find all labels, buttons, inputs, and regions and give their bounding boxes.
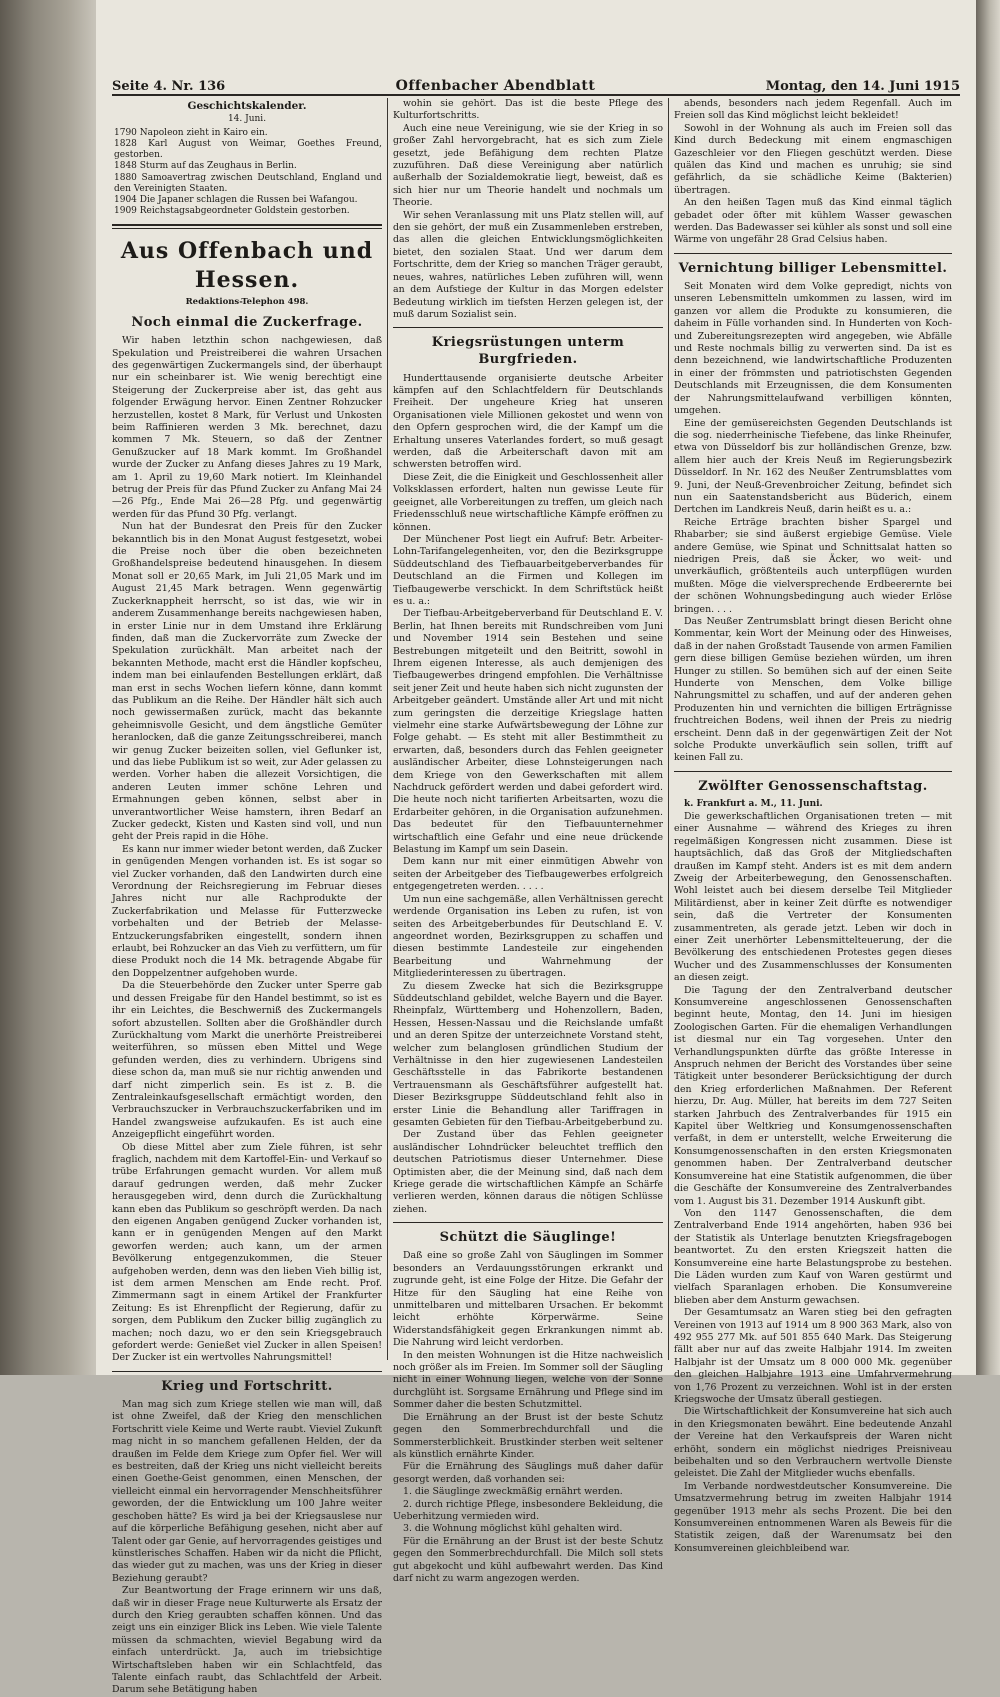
issue-date: Montag, den 14. Juni 1915 xyxy=(765,79,960,94)
kalender-item: 1848 Sturm auf das Zeughaus in Berlin. xyxy=(114,161,297,172)
article-paragraph: Die gewerkschaftlichen Organisationen treten — mit einer Ausnahme — während des Krieges zu ihren regelmäßigen Kongressen nicht zusammen. Diese ist hauptsächlich, daß das Groß der Mitgliedschaften draußen im Kampf steht. Anders ist es mit dem andern Zweig der Arbeiterbewegung, den Genossenschaften. Wohl leistet auch bei diesem derselbe Teil Mitglieder Militärdienst, aber in keiner Zeit dürfte es notwendiger sein, daß die Vertreter der Konsumenten zusammentreten, als gerade jetzt. Leben wir doch in einer Zeit unerhörter Lebensmittelteuerung, der die Bevölkerung des entschiedenen Protestes gegen dieses Wucher und des Zusammenschlusses der Konsumenten an diesen zeigt. xyxy=(674,810,952,984)
list-item: 2. durch richtige Pflege, insbesondere Bekleidung, die Ueberhitzung vermieden wird. xyxy=(393,1498,663,1522)
kalender-item: 1790 Napoleon zieht in Kairo ein. xyxy=(114,127,268,138)
article-paragraph: Von den 1147 Genossenschaften, die dem Zentralverband Ende 1914 angehörten, haben 936 bei der Statistik als Unterlage benutzten Kriegsfragebogen beantwortet. Zu den ersten Kriegszeit hatten die Konsumvereine eine harte Belastungsprobe zu bestehen. Die Läden wurden zum Kauf von Waren gestürmt und vielfach Sparanlagen erhoben. Die Konsumvereine blieben aber dem Ansturm gewachsen. xyxy=(674,1207,952,1306)
article-paragraph: Ob diese Mittel aber zum Ziele führen, ist sehr fraglich, nachdem mit dem Kartoffel-Ein- und Verkauf so trübe Erfahrungen gemacht wurden. Vor allem muß darauf gedrungen werden, daß mehr Zucker herausgegeben wird, denn durch die Zurückhaltung kann eben das Publikum so geschröpft werden. Da nach den eigenen Angaben genügend Zucker vorhanden ist, kann er in genügenden Mengen auf den Markt geworfen werden; auch kann, um der armen Bevölkerung entgegenzukommen, die Steuer aufgehoben werden, denn was den lieben Vieh billig ist, ist dem armen Menschen am Ende recht. Prof. Zimmermann sagt in einem Artikel der Frankfurter Zeitung: Es ist Ehrenpflicht der Regierung, dafür zu sorgen, dem Publikum den Zucker billig zugänglich zu machen; noch dazu, wo er den sein Kriegsgebrauch gefordert werde: Genießet viel Zucker in allen Speisen! Der Zucker ist ein wertvolles Nahrungsmittel! xyxy=(112,1141,382,1364)
article-paragraph: Sowohl in der Wohnung als auch im Freien soll das Kind durch Bedeckung mit einem engmaschigen Gazeschleier vor den Fliegen geschützt werden. Diese quälen das Kind und machen es unruhig; sie sind gefährlich, da sie schädliche Keime (Bakterien) übertragen. xyxy=(674,122,952,196)
kalender-title: Geschichtskalender. xyxy=(187,100,307,112)
kalender-item: 1828 Karl August von Weimar, Goethes Freund, gestorben. xyxy=(114,138,382,161)
kalender-item: 1880 Samoavertrag zwischen Deutschland, England und den Vereinigten Staaten. xyxy=(114,172,382,194)
list-item: 1. die Säuglinge zweckmäßig ernährt werden. xyxy=(403,1486,623,1498)
section-rule xyxy=(112,224,382,229)
article-paragraph: Das Neußer Zentrumsblatt bringt diesen Bericht ohne Kommentar, kein Wort der Meinung oder des Hinweises, daß in der nahen Großstadt Tausende von armen Familien gern diese billigen Gemüse beziehen würden, um ihren Hunger zu stillen. So bemühen sich auf der einen Seite Hunderte von Menschen, dem Volke billige Nahrungsmittel zu schaffen, und auf der anderen gehen Produzenten hin und vernichten die billigen Erträgnisse fruchtreichen Bodens, weil ihnen der Preis zu niedrig erscheint. Denn daß in der gegenwärtigen Zeit der Not solche Produkte unverkäuflich sein sollen, trifft auf keinen Fall zu. xyxy=(674,616,952,764)
adjacent-page-edge xyxy=(976,0,1000,1375)
article-title-kriegsruestungen: Kriegsrüstungen unterm Burgfrieden. xyxy=(431,335,625,368)
article-paragraph: Die Tagung der den Zentralverband deutscher Konsumvereine angeschlossenen Genossenschaften beginnt heute, Montag, den 14. Juni im hiesigen Zoologischen Garten. Für die ehemaligen Verhandlungen ist diesmal nur ein Tag vorgesehen. Unter den Verhandlungspunkten dürfte das größte Interesse in Anspruch nehmen der Bericht des Vorstandes über seine Tätigkeit unter besonderer Berücksichtigung der durch den Krieg erforderlichen Maßnahmen. Der Referent hierzu, Dr. Aug. Müller, hat bereits im dem 727 Seiten starken Jahrbuch des Zentralverbandes für 1915 ein Kapitel über Weltkrieg und Konsumgenossenschaften verfaßt, in dem er unterstellt, welche Erweiterung die Konsumgenossenschaften in den ersten Kriegsmonaten genommen haben. Der Zentralverband deutscher Konsumvereine hat eine Statistik aufgenommen, die über die Geschäfte der Konsumvereine des Zentralverbandes vom 1. August bis 31. Dezember 1914 Auskunft gibt. xyxy=(674,984,952,1207)
article-rule xyxy=(674,771,952,772)
section-title: Aus Offenbach und Hessen. xyxy=(120,237,374,293)
article-paragraph: Der Münchener Post liegt ein Aufruf: Betr. Arbeiter-Lohn-Tarifangelegenheiten, vor, den die Bezirksgruppe Süddeutschland des Tiefbauarbeitgeberverbandes für Deutschland an die Firmen und Kollegen im Tiefbaugewerbe verschickt. In dem Schriftstück heißt es u. a.: xyxy=(393,533,663,607)
article-dateline: k. Frankfurt a. M., 11. Juni. xyxy=(684,799,823,810)
article-paragraph: Es kann nur immer wieder betont werden, daß Zucker in genügenden Mengen vorhanden ist. Es ist sogar so viel Zucker vorhanden, daß den Landwirten durch eine Verordnung der Reichsregierung im Februar dieses Jahres nicht nur alle Rachprodukte der Zuckerfabrikation und Melasse für Futterzwecke vorbehalten und der Betrieb der Melasse-Entzuckerungsfabriken eingestellt, sondern ihnen erlaubt, bei Rohzucker an das Vieh zu verfüttern, um für diese Produkt noch die 14 Mk. betragende Abgabe für den Doppelzentner aufgehoben wurde. xyxy=(112,843,382,979)
article-rule xyxy=(674,253,952,254)
newspaper-page xyxy=(96,0,976,1696)
article-quote: Reiche Erträge brachten bisher Spargel und Rhabarber; sie sind äußerst ergiebige Gemüse. Viele andere Gemüse, wie Spinat und Schnittsalat hatten so niedrigen Preis, daß sie Äcker, wo weit- und unverkäuflich, größtenteils auch unterpflügen wurden mußten. Möge die vielversprechende Erdbeerernte bei der schönen Wohnungsbedingung auch wieder Erlöse bringen. . . . xyxy=(674,516,952,615)
article-rule xyxy=(393,327,663,328)
kalender-list xyxy=(112,128,382,218)
article-paragraph: wohin sie gehört. Das ist die beste Pflege des Kulturfortschritts. xyxy=(393,98,663,122)
article-title-genossenschaftstag: Zwölfter Genossenschaftstag. xyxy=(698,778,928,794)
article-paragraph: Im Verbande nordwestdeutscher Konsumvereine. Die Umsatzvermehrung betrug im zweiten Halbjahr 1914 gegenüber 1913 mehr als sechs Prozent. Die bei den Konsumvereinen entnommenen Waren als Beweis für die Statistik zeigen, daß der Warenumsatz bei den Konsumvereinen gleichbleibend war. xyxy=(674,1480,952,1554)
article-paragraph: Der Zustand über das Fehlen geeigneter ausländischer Lohndrücker beleuchtet trefflich den deutschen Patriotismus dieser Unternehmer. Diese Optimisten aber, die der Meinung sind, daß nach dem Kriege gerade die wirtschaftlichen Kämpfe an Schärfe verlieren werden, können daraus die nötigen Schlüsse ziehen. xyxy=(393,1129,663,1215)
column-2 xyxy=(393,98,663,1584)
article-paragraph: abends, besonders nach jedem Regenfall. Auch im Freien soll das Kind möglichst leicht bekleidet! xyxy=(674,98,952,122)
page-number: Seite 4. Nr. 136 xyxy=(112,79,226,94)
redaktion-telephone: Redaktions-Telephon 498. xyxy=(185,296,309,307)
column-divider xyxy=(668,98,669,1360)
article-title-saeuglinge: Schützt die Säuglinge! xyxy=(439,1230,617,1246)
article-paragraph: Eine der gemüsereichsten Gegenden Deutschlands ist die sog. niederrheinische Tiefebene, das linke Rheinufer, etwa von Düsseldorf bis zur holländischen Grenze, bzw. allem hier auch der Kreis Neuß im Regierungsbezirk Düsseldorf. In Nr. 162 des Neußer Zentrumsblattes vom 9. Juni, der Neuß-Grevenbroicher Zeitung, befindet sich nun ein Saatenstandsbericht aus Büderich, einem Dertchen im Landkreis Neuß, darin heißt es u. a.: xyxy=(674,417,952,516)
article-paragraph: Die Wirtschaftlichkeit der Konsumvereine hat sich auch in den Kriegsmonaten bewährt. Eine bedeutende Anzahl der Vereine hat den Verkaufspreis der Waren nicht erhöht, sondern ein möglichst niedriges Preisniveau beibehalten und so den Verbrauchern wertvolle Dienste geleistet. Die Zahl der Mitglieder wuchs ebenfalls. xyxy=(674,1406,952,1480)
list-item: 3. die Wohnung möglichst kühl gehalten wird. xyxy=(403,1523,623,1535)
kalender-item: 1904 Die Japaner schlagen die Russen bei Wafangou. xyxy=(114,195,358,206)
article-paragraph: Wir haben letzthin schon nachgewiesen, daß Spekulation und Preistreiberei die wahren Ursachen des gegenwärtigen Zuckermangels sind, der überhaupt nur ein scheinbarer ist. Wie wenig berechtigt eine Steigerung der Zuckerpreise aber ist, das geht aus folgender Erwägung hervor. Einen Zentner Rohzucker herzustellen, kostet 8 Mark, für Verlust und Unkosten beim Raffinieren werden 3 Mk. berechnet, dazu kommen 7 Mk. Steuern, so daß der Zentner Genußzucker auf 18 Mark kommt. Im Großhandel wurde der Zucker zu Anfang dieses Jahres zu 19 Mark, am 1. April zu 19,60 Mark notiert. Im Kleinhandel betrug der Preis für das Pfund Zucker zu Anfang Mai 24—26 Pfg., Ende Mai 26—28 Pfg. und gegenwärtig werden für das Pfund 30 Pfg. verlangt. xyxy=(112,335,382,520)
article-paragraph: Die Ernährung an der Brust ist der beste Schutz gegen den Sommerbrechdurchfall und die Sommersterblichkeit. Brustkinder sterben weit seltener als künstlich ernährte Kinder. xyxy=(393,1411,663,1460)
article-paragraph: Zu diesem Zwecke hat sich die Bezirksgruppe Süddeutschland gebildet, welche Bayern und die Bayer. Rheinpfalz, Württemberg und Hohenzollern, Baden, Hessen, Hessen-Nassau und die Reichslande umfaßt und an deren Spitze der unterzeichnete Vorstand steht, welcher zum belanglosen gründlichen Studium der Verhältnisse in den hier zugewiesenen Landesteilen Geschäftsstelle in das Fabrikorte bestandenen Vertrauensmann als Geschäftsführer aufgestellt hat. Dieser Bezirksgruppe Süddeutschland fehlt also in erster Linie die Behandlung aller Tariffragen in gesamten Gebieten für den Tiefbau-Arbeitgeberbund zu. xyxy=(393,980,663,1128)
article-paragraph: Auch eine neue Vereinigung, wie sie der Krieg in so großer Zahl hervorgebracht, hat es sich zum Ziele gesetzt, jede Befähigung dem rechten Platze zuzuführen. Daß diese Vereinigung aber natürlich außerhalb der Sozialdemokratie liegt, beweist, daß es sich hier nur um Theorie handelt und nochmals um Theorie. xyxy=(393,122,663,209)
article-paragraph: Zur Beantwortung der Frage erinnern wir uns daß, daß wir in dieser Frage neue Kulturwerte als Ersatz der durch den Krieg geraubten schaffen können. Und das zeigt uns ein einziger Blick ins Leben. Wie viele Talente müssen da schmachten, wieviel Begabung wird da einfach unterdrückt. Ja, auch im triebsichtige Wirtschaftsleben haben wir ein Schlachtfeld, das Talente einfach raubt, das Schlachtfeld der Arbeit. Darum sehe Betätigung haben xyxy=(112,1585,382,1696)
article-title-krieg: Krieg und Fortschritt. xyxy=(161,1378,333,1394)
article-paragraph: Der Gesamtumsatz an Waren stieg bei den gefragten Vereinen von 1913 auf 1914 um 8 900 363 Mark, also von 492 955 277 Mk. auf 501 855 640 Mark. Das Steigerung fällt aber nur auf das zweite Halbjahr 1914. Im zweiten Halbjahr ist der Umsatz um 8 000 000 Mk. gegenüber den gleichen Halbjahre 1913 eine Umfahrvermehrung von 1,76 Prozent zu verzeichnen. Wohl ist in der ersten Kriegswoche der Umsatz überall gestiegen. xyxy=(674,1307,952,1405)
article-rule xyxy=(393,1222,663,1223)
article-paragraph: Für die Ernährung an der Brust ist der beste Schutz gegen den Sommerbrechdurchfall. Die Milch soll stets gut abgekocht und kühl aufbewahrt werden. Das Kind darf nicht zu warm angezogen werden. xyxy=(393,1535,663,1584)
article-title-zucker: Noch einmal die Zuckerfrage. xyxy=(131,315,363,331)
column-divider xyxy=(387,98,388,1360)
article-paragraph: Dem kann nur mit einer einmütigen Abwehr von seiten der Arbeitgeber des Tiefbaugewerbes erfolgreich entgegengetreten werden. . . . . xyxy=(393,856,663,893)
article-paragraph: Seit Monaten wird dem Volke gepredigt, nichts von unseren Lebensmitteln umkommen zu lassen, wird im ganzen vor allem die Produkte zu konsumieren, die daheim in Fülle vorhanden sind. In Hunderten von Koch- und Zubereitungsrezepten wird angegeben, wie Abfälle und Reste nochmals billig zu verwerten sind. Da ist es denn bezeichnend, wie landwirtschaftliche Produzenten in einer der frömmsten und patriotischsten Gegenden Deutschlands mit Erzeugnissen, die dem Konsumenten der Nahrungsmittelaufwand verbilligen könnten, umgehen. xyxy=(674,281,952,417)
article-paragraph: Hunderttausende organisierte deutsche Arbeiter kämpfen auf den Schlachtfeldern für Deutschlands Freiheit. Der ungeheure Krieg hat unseren Organisationen viele Millionen gekostet und wenn von den Opfern gesprochen wird, die der Kampf um die Erhaltung unseres Vaterlandes fordert, so muß gesagt werden, daß die Arbeiterschaft davon mit am schwersten betroffen wird. xyxy=(393,372,663,471)
article-paragraph: Der Tiefbau-Arbeitgeberverband für Deutschland E. V. Berlin, hat Ihnen bereits mit Rundschreiben vom Juni und November 1914 sein Bestehen und seine Bestrebungen mitgeteilt und den Beitritt, sowohl in Ihrem eigenen Interesse, als auch demjenigen des Tiefbaugewerbes dringend empfohlen. Die Verhältnisse seit jener Zeit und heute haben sich nicht zugunsten der Arbeitgeber geändert. Umstände aller Art und mit nicht zum geringsten die derzeitige Kriegslage hatten vielmehr eine starke Aufwärtsbewegung der Löhne zur Folge gehabt. — Es steht mit aller Bestimmtheit zu erwarten, daß, besonders durch das Fehlen geeigneter ausländischer Arbeiter, diese Lohnsteigerungen nach dem Kriege von den Gewerkschaften mit allem Nachdruck gefördert werden und dabei gefordert wird. Die heute noch nicht tarifierten Arbeitsarten, wozu die Erdarbeiter gehören, in die Organisation aufzunehmen. Das bedeutet für den Tiefbauunternehmer wirtschaftlich eine Gefahr und eine neue drückende Belastung im Kampf um sein Dasein. xyxy=(393,608,663,856)
article-paragraph: Für die Ernährung des Säuglings muß daher dafür gesorgt werden, daß vorhanden sei: xyxy=(393,1461,663,1485)
book-binding xyxy=(0,0,96,1375)
kalender-item: 1909 Reichstagsabgeordneter Goldstein gestorben. xyxy=(114,206,350,217)
column-1 xyxy=(112,98,382,1696)
article-paragraph: Wir sehen Veranlassung mit uns Platz stellen will, auf den sie gehört, der muß ein Zusammenleben erstreben, das allen die gleichen Entwicklungsmöglichkeiten bietet, den sozialen Staat. Und wer darum dem Fortschritte, dem der Krieg so manchen Träger geraubt, neues, wahres, natürliches Leben zuführen will, wenn an dem Aufstiege der Kultur in das Morgen edelster Bedeutung wirklich im tiefsten Herzen gelegen ist, der muß darum Sozialist sein. xyxy=(393,209,663,320)
kalender-date: 14. Juni. xyxy=(227,113,267,124)
article-rule xyxy=(112,1371,382,1372)
article-title-vernichtung: Vernichtung billiger Lebensmittel. xyxy=(678,260,948,276)
article-paragraph: Da die Steuerbehörde den Zucker unter Sperre gab und dessen Freigabe für den Handel bestimmt, so ist es ihr ein Leichtes, die Beschwerniß des Zuckermangels sofort abzustellen. Sollten aber die Großhändler durch Zurückhaltung vom Markt die unerhörte Preistreiberei weiterführen, so müssen eben Mittel und Wege gefunden werden, dies zu verhindern. Ubrigens sind diese schon da, man muß sie nur richtig anwenden und darf nicht zimperlich sein. Es ist z. B. die Zentraleinkaufsgesellschaft ermächtigt worden, den Verbrauchszucker in Verbrauchszuckerfabriken und im Handel zwangsweise aufzukaufen. Es ist auch eine Anzeigepflicht eingeführt worden. xyxy=(112,980,382,1141)
column-3 xyxy=(674,98,952,1554)
article-paragraph: Um nun eine sachgemäße, allen Verhältnissen gerecht werdende Organisation ins Leben zu rufen, ist von seiten des Arbeitgeberbundes für Deutschland E. V. angeordnet worden, Bezirksgruppen zu schaffen und diesen bestimmte Landesteile zur eingehenden Bearbeitung und Wahrnehmung der Mitgliederinteressen zu übertragen. xyxy=(393,893,663,980)
columns xyxy=(112,98,960,1696)
article-paragraph: Man mag sich zum Kriege stellen wie man will, daß ist ohne Zweifel, daß der Krieg den menschlichen Fortschritt viele Keime und Werte raubt. Vieviel Zukunft mag nicht in so manchem gefallenen Helden, der da draußen im Felde dem Kriege zum Opfer fiel. Wer will es bestreiten, daß der Krieg uns nicht vielleicht bereits einen Goethe-Geist genommen, einen Menschen, der vielleicht einmal ein hervorragender Menschheitsführer geworden, der die Entwicklung um 100 Jahre weiter geschoben hätte? Es wird ja bei der Kriegsauslese nur auf die körperliche Befähigung gesehen, nicht aber auf Talent oder gar Geniе, auf hervorragendes geistiges und künstlerisches Schaffen. Haben wir da nicht die Pflicht, das wieder gut zu machen, was uns der Krieg in dieser Beziehung geraubt? xyxy=(112,1399,382,1584)
article-paragraph: In den meisten Wohnungen ist die Hitze nachweislich noch größer als im Freien. Im Sommer soll der Säugling nicht in einer Wohnung liegen, welche von der Sonne durchglüht ist. Sorgsame Ernährung und Pflege sind im Sommer daher die besten Schutzmittel. xyxy=(393,1349,663,1411)
article-paragraph: Diese Zeit, die die Einigkeit und Geschlossenheit aller Volksklassen erfordert, halten nun gewisse Leute für geeignet, alle Vorbereitungen zu treffen, um gleich nach Friedensschluß neue wirtschaftliche Kämpfe eröffnen zu können. xyxy=(393,471,663,533)
article-paragraph: Daß eine so große Zahl von Säuglingen im Sommer besonders an Verdauungsstörungen erkrankt und zugrunde geht, ist eine Folge der Hitze. Die Gefahr der Hitze für den Säugling hat eine Reihe von unmittelbaren und mittelbaren Ursachen. Er bekommt leicht erhöhte Körperwärme. Seine Widerstandsfähigkeit gegen Erkrankungen nimmt ab. Die Nahrung wird leicht verdorben. xyxy=(393,1250,663,1349)
page-header xyxy=(112,70,960,96)
article-paragraph: Nun hat der Bundesrat den Preis für den Zucker bekanntlich bis in den Monat August festgesetzt, wobei die Preise noch über die oben bezeichneten Großhandelspreise bedeutend hinausgehen. In diesem Monat soll er 20,65 Mark, im Juli 21,05 Mark und im August 21,45 Mark betragen. Wenn gegenwärtig Zuckerknappheit herrscht, so ist das, wie wir in anderem Zusammenhange bereits nachgewiesen haben, in erster Linie nur in dem Umstand ihre Erklärung finden, daß man die Zuckervorräte zum Zwecke der Spekulation zurückhält. Man arbeitet nach der bekannten Methode, macht erst die Händler kopfscheu, indem man bei einlaufenden Bestellungen erklärt, daß man erst in sechs Wochen liefern könne, dann kommt das Publikum an die Reihe. Der Händler hält sich auch noch gewissermaßen zurück, macht das bekannte geheimnisvolle Gesicht, und dem ängstliche Gemüter heranlocken, daß die ganze Zeitungsschreiberei, manch wir genug Zucker beizeiten sollen, viel Geflunker ist, und das liebe Publikum ist so weit, zur Ader gelassen zu werden. Vorher haben die allezeit Vorsichtigen, die anderen Leuten immer schöne Lehren und Ermahnungen geben können, selbst aber in unverantwortlicher Weise hamstern, ihren Bedarf an Zucker gedeckt, Kisten und Kasten sind voll, und nun geht der Preis rapid in die Höhe. xyxy=(112,521,382,843)
article-paragraph: An den heißen Tagen muß das Kind einmal täglich gebadet oder öfter mit kühlem Wasser gewaschen werden. Das Badewasser sei kühler als sonst und soll eine Wärme von ungefähr 28 Grad Celsius haben. xyxy=(674,197,952,246)
masthead: Offenbacher Abendblatt xyxy=(395,78,596,94)
